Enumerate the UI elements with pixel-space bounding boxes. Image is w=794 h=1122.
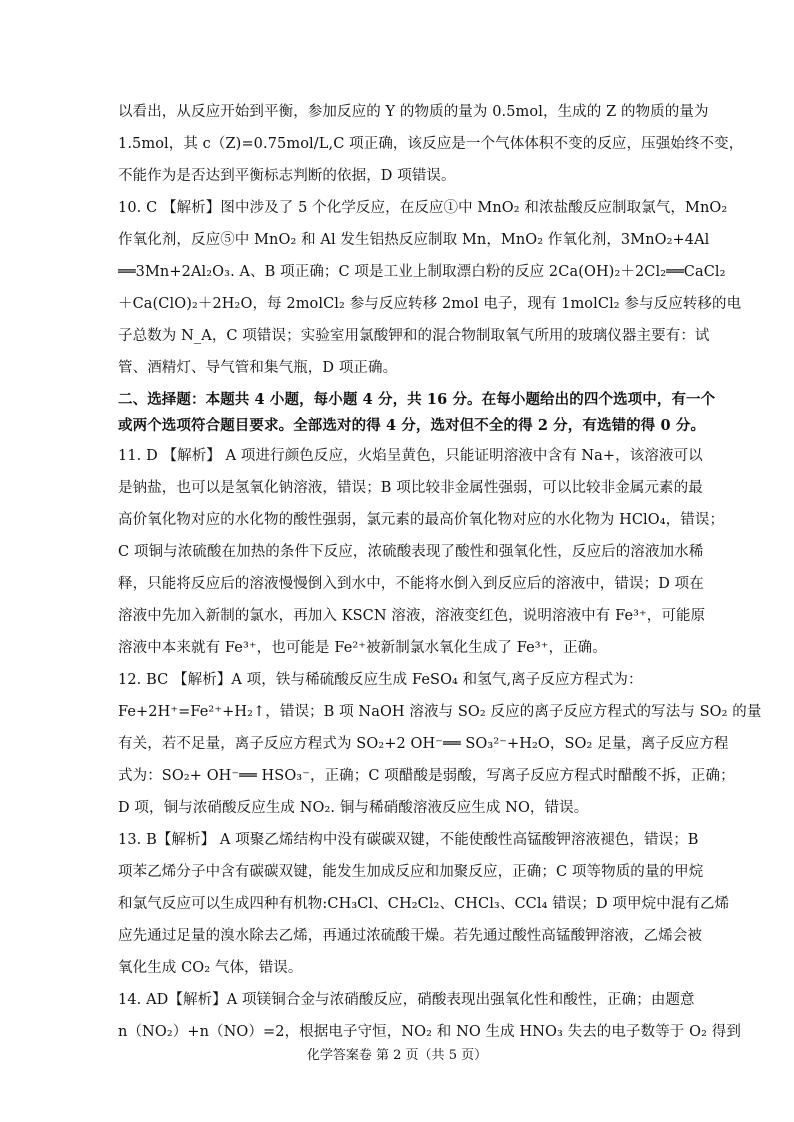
answer-12-line: 12. BC 【解析】A 项，铁与稀硫酸反应生成 FeSO₄ 和氢气,离子反应方程式为： [118,672,643,688]
section-heading: 或两个选项符合题目要求。全部选对的得 4 分，选对但不全的得 2 分，有选错的得 0 分。 [118,417,706,434]
text-line: 溶液中本来就有 Fe³⁺，也可能是 Fe²⁺被新制氯水氧化生成了 Fe³⁺，正确。 [118,640,607,656]
text-line: 以看出，从反应开始到平衡，参加反应的 Y 的物质的量为 0.5mol，生成的 Z 的物质的量为 [118,104,709,120]
text-line: 子总数为 N_A，C 项错误；实验室用氯酸钾和的混合物制取氧气所用的玻璃仪器主要有：试 [118,328,710,344]
answer-13-line: 13. B【解析】 A 项聚乙烯结构中没有碳碳双键，不能使酸性高锰酸钾溶液褪色，错误；B [118,832,699,848]
text-line: 溶液中先加入新制的氯水，再加入 KSCN 溶液，溶液变红色，说明溶液中有 Fe³⁺，可能原 [118,608,706,624]
answer-11-line: 11. D 【解析】 A 项进行颜色反应，火焰呈黄色，只能证明溶液中含有 Na+，该溶液可以 [118,448,703,464]
text-line: n（NO₂）+n（NO）=2，根据电子守恒，NO₂ 和 NO 生成 HNO₃ 失去的电子数等于 O₂ 得到 [118,1024,741,1040]
text-line: 管、酒精灯、导气管和集气瓶，D 项正确。 [118,360,398,376]
text-line: Fe+2H⁺=Fe²⁺+H₂↑，错误；B 项 NaOH 溶液与 SO₂ 反应的离子反应方程式的写法与 SO₂ 的量 [118,704,762,720]
answer-14-line: 14. AD【解析】A 项镁铜合金与浓硝酸反应，硝酸表现出强氧化性和酸性，正确；由题意 [118,992,695,1008]
text-line: C 项铜与浓硫酸在加热的条件下反应，浓硫酸表现了酸性和强氧化性，反应后的溶液加水稀 [118,544,704,560]
text-line: D 项，铜与浓硝酸反应生成 NO₂. 铜与稀硝酸溶液反应生成 NO，错误。 [118,800,589,816]
text-line: 释，只能将反应后的溶液慢慢倒入到水中，不能将水倒入到反应后的溶液中，错误；D 项在 [118,576,704,592]
text-line: 项苯乙烯分子中含有碳碳双键，能发生加成反应和加聚反应，正确；C 项等物质的量的甲烷 [118,864,704,880]
text-line: 氧化生成 CO₂ 气体，错误。 [118,960,303,976]
text-line: 1.5mol，其 c（Z)=0.75mol/L,C 项正确，该反应是一个气体体积不变的反应，压强始终不变， [118,136,744,152]
text-line: 不能作为是否达到平衡标志判断的依据，D 项错误。 [118,168,456,184]
page-footer: 化学答案卷 第 2 页（共 5 页） [306,1048,488,1063]
text-line: 和氯气反应可以生成四种有机物:CH₃Cl、CH₂Cl₂、CHCl₃、CCl₄ 错误；D 项甲烷中混有乙烯 [118,896,730,912]
text-line: 是钠盐，也可以是氢氧化钠溶液，错误；B 项比较非金属性强弱，可以比较非金属元素的最 [118,480,703,496]
text-line: ══3Mn+2Al₂O₃. A、B 项正确；C 项是工业上制取漂白粉的反应 2Ca(OH)₂＋2Cl₂══CaCl₂ [118,264,726,280]
text-line: 应先通过足量的溴水除去乙烯，再通过浓硫酸干燥。若先通过酸性高锰酸钾溶液，乙烯会被 [118,928,702,944]
text-line: 高价氧化物对应的水化物的酸性强弱，氯元素的最高价氧化物对应的水化物为 HClO₄，错误； [118,512,725,528]
text-line: 有关，若不足量，离子反应方程式为 SO₂+2 OH⁻══ SO₃²⁻+H₂O，SO₂ 足量，离子反应方程 [118,736,729,752]
text-line: ＋Ca(ClO)₂＋2H₂O，每 2molCl₂ 参与反应转移 2mol 电子，现有 1molCl₂ 参与反应转移的电 [118,296,742,312]
text-line: 作氧化剂，反应⑤中 MnO₂ 和 Al 发生铝热反应制取 Mn，MnO₂ 作氧化剂，3MnO₂+4Al [118,232,710,248]
text-line: 式为：SO₂+ OH⁻══ HSO₃⁻，正确；C 项醋酸是弱酸，写离子反应方程式时醋酸不拆，正确； [118,768,735,784]
section-heading: 二、选择题：本题共 4 小题，每小题 4 分，共 16 分。在每小题给出的四个选项中，有一个 [118,391,716,408]
answer-10-line: 10. C 【解析】图中涉及了 5 个化学反应，在反应①中 MnO₂ 和浓盐酸反应制取氯气，MnO₂ [118,200,728,216]
